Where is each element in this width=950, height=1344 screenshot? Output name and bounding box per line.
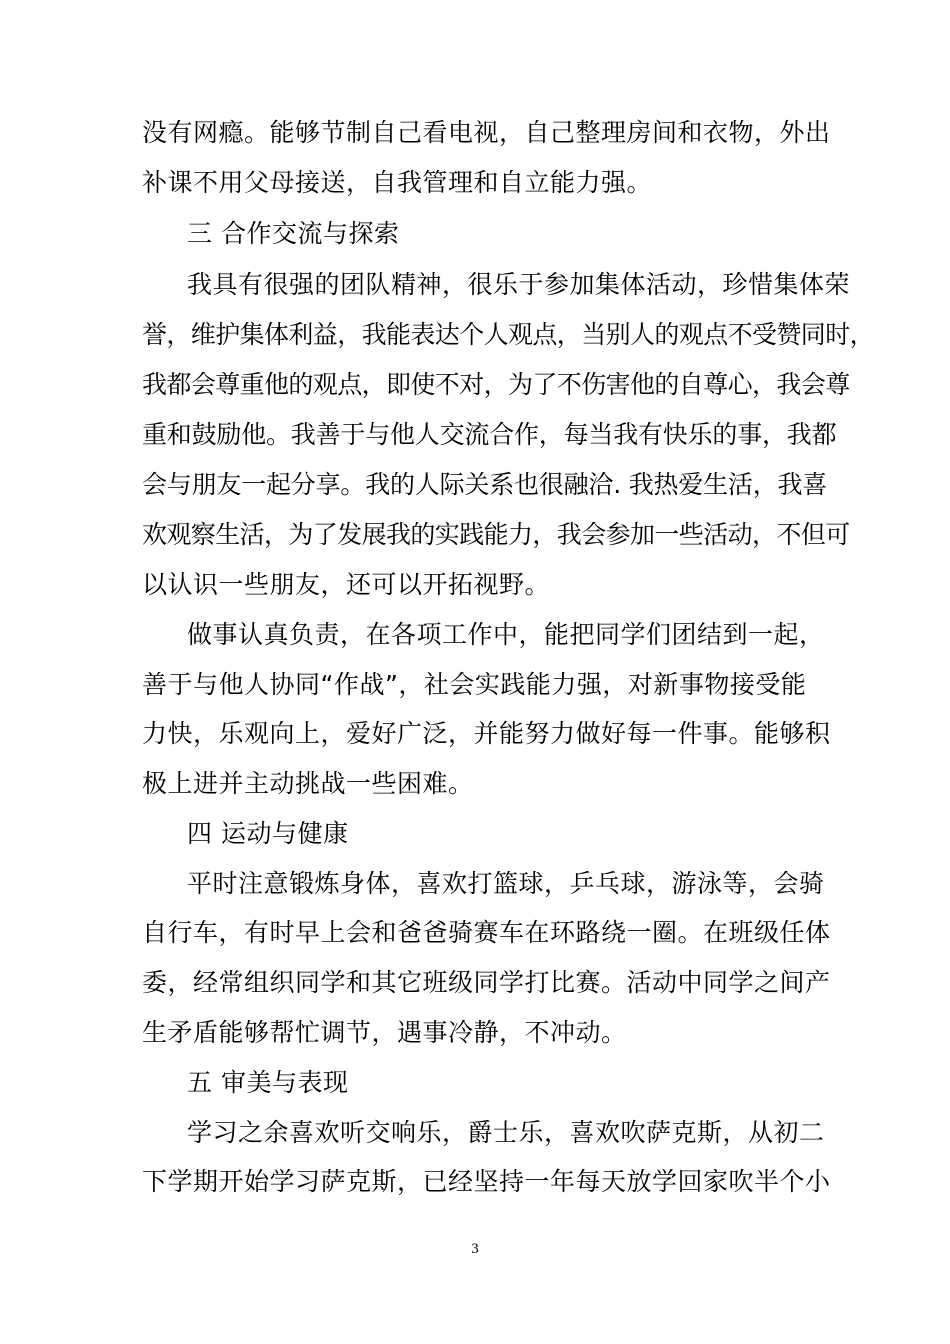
text-line: 会与朋友一起分享。我的人际关系也很融洽. 我热爱生活，我喜 xyxy=(142,470,828,499)
text-line: 下学期开始学习萨克斯，已经坚持一年每天放学回家吹半个小 xyxy=(142,1167,831,1196)
text-line: 善于与他人协同“作战”，社会实践能力强，对新事物接受能 xyxy=(142,670,807,699)
section-heading: 五 审美与表现 xyxy=(187,1068,349,1097)
text-line: 欢观察生活，为了发展我的实践能力，我会参加一些活动，不但可 xyxy=(142,520,850,549)
text-line: 力快，乐观向上，爱好广泛，并能努力做好每一件事。能够积 xyxy=(142,719,831,748)
text-line: 我都会尊重他的观点，即使不对，为了不伤害他的自尊心，我会尊 xyxy=(142,370,850,399)
text-line: 极上进并主动挑战一些困难。 xyxy=(142,769,474,798)
text-line: 没有网瘾。能够节制自己看电视，自己整理房间和衣物，外出 xyxy=(142,118,831,147)
text-line: 誉，维护集体利益，我能表达个人观点，当别人的观点不受赞同时， xyxy=(142,320,875,349)
text-line: 以认识一些朋友，还可以开拓视野。 xyxy=(142,570,551,599)
text-line: 委，经常组织同学和其它班级同学打比赛。活动中同学之间产 xyxy=(142,968,831,997)
section-heading: 四 运动与健康 xyxy=(187,819,349,848)
text-line: 学习之余喜欢听交响乐，爵士乐，喜欢吹萨克斯，从初二 xyxy=(187,1118,825,1147)
text-line: 自行车，有时早上会和爸爸骑赛车在环路绕一圈。在班级任体 xyxy=(142,918,831,947)
text-line: 做事认真负责，在各项工作中，能把同学们团结到一起， xyxy=(187,620,825,649)
text-line: 我具有很强的团队精神，很乐于参加集体活动，珍惜集体荣 xyxy=(187,270,851,299)
text-line: 生矛盾能够帮忙调节，遇事冷静，不冲动。 xyxy=(142,1018,627,1047)
text-line: 重和鼓励他。我善于与他人交流合作，每当我有快乐的事，我都 xyxy=(142,420,837,449)
text-line: 补课不用父母接送，自我管理和自立能力强。 xyxy=(142,168,653,197)
page-number: 3 xyxy=(471,1241,479,1257)
text-line: 平时注意锻炼身体，喜欢打篮球，乒乓球，游泳等，会骑 xyxy=(187,869,825,898)
section-heading: 三 合作交流与探索 xyxy=(187,219,400,248)
